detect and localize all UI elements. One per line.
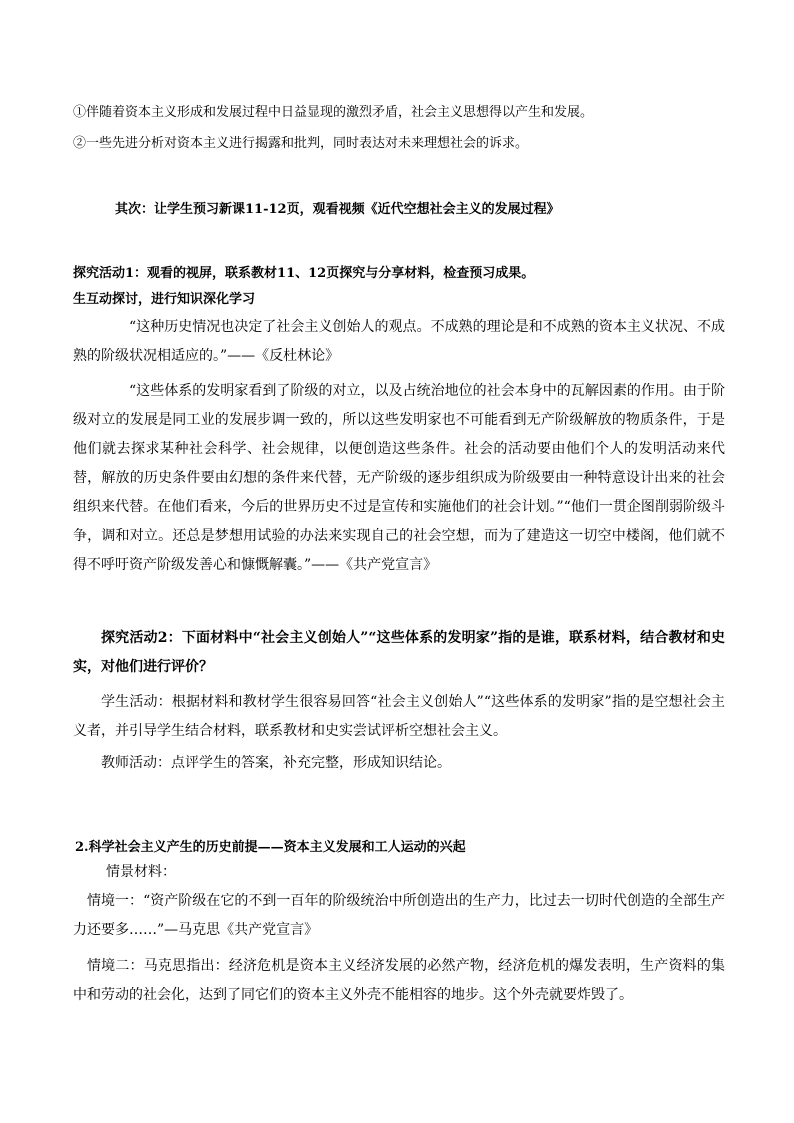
next-step-heading: 其次：让学生预习新课11-12页，观看视频《近代空想社会主义的发展过程》 — [115, 202, 560, 217]
section2-scene-2: 情境二：马克思指出：经济危机是资本主义经济发展的必然产物，经济危机的爆发表明，生产资料的集中和劳动的社会化，达到了同它们的资本主义外壳不能相容的地步。这个外壳就要炸毁了。 — [73, 958, 725, 1003]
activity1-quote-2: “这些体系的发明家看到了阶级的对立，以及占统治地位的社会本身中的瓦解因素的作用。由于阶级对立的发展是同工业的发展步调一致的，所以这些发明家也不可能看到无产阶级解放的物质条件，于是他们就去探求某种社会科学、社会规律，以便创造这些条件。社会的活动要由他们个人的发明活动来代替，解放的历史条件要由幻想的条件来代替，无产阶级的逐步组织成为阶级要由一种特意设计出来的社会组织来代替。在他们看来，今后的世界历史不过是宣传和实施他们的社会计划。”“他们一贯企图削弱阶级斗争，调和对立。还总是梦想用试验的办法来实现自己的社会空想，而为了建造这一切空中楼阁，他们就不得不呼吁资产阶级发善心和慷慨解囊。”——《共产党宣言》 — [73, 383, 725, 573]
intro-point-1: ①伴随着资本主义形成和发展过程中日益显现的激烈矛盾，社会主义思想得以产生和发展。 — [73, 105, 594, 120]
activity1-quote-1: “这种历史情况也决定了社会主义创始人的观点。不成熟的理论是和不成熟的资本主义状况、不成熟的阶级状况相适应的。”——《反杜林论》 — [73, 319, 725, 364]
section2-scene-1: 情境一：“资产阶级在它的不到一百年的阶级统治中所创造出的生产力，比过去一切时代创造的全部生产力还要多……”—马克思《共产党宣言》 — [73, 893, 725, 938]
intro-point-2: ②一些先进分析对资本主义进行揭露和批判，同时表达对未来理想社会的诉求。 — [73, 136, 529, 151]
activity2-title: 探究活动2：下面材料中“社会主义创始人”“这些体系的发明家”指的是谁，联系材料，结合教材和史实，对他们进行评价？ — [73, 630, 725, 675]
section2-material-label: 情景材料： — [106, 864, 176, 880]
section2-title: 2.科学社会主义产生的历史前提——资本主义发展和工人运动的兴起 — [75, 840, 466, 855]
activity1-title: 探究活动1：观看的视屏，联系教材11、12页探究与分享材料，检查预习成果。 — [73, 266, 535, 281]
activity1-subtitle: 生互动探讨，进行知识深化学习 — [73, 292, 256, 307]
activity2-teacher: 教师活动：点评学生的答案，补充完整，形成知识结论。 — [101, 755, 451, 771]
activity2-student: 学生活动：根据材料和教材学生很容易回答“社会主义创始人”“这些体系的发明家”指的是空想社会主义者，并引导学生结合材料，联系教材和史实尝试评析空想社会主义。 — [73, 694, 725, 739]
